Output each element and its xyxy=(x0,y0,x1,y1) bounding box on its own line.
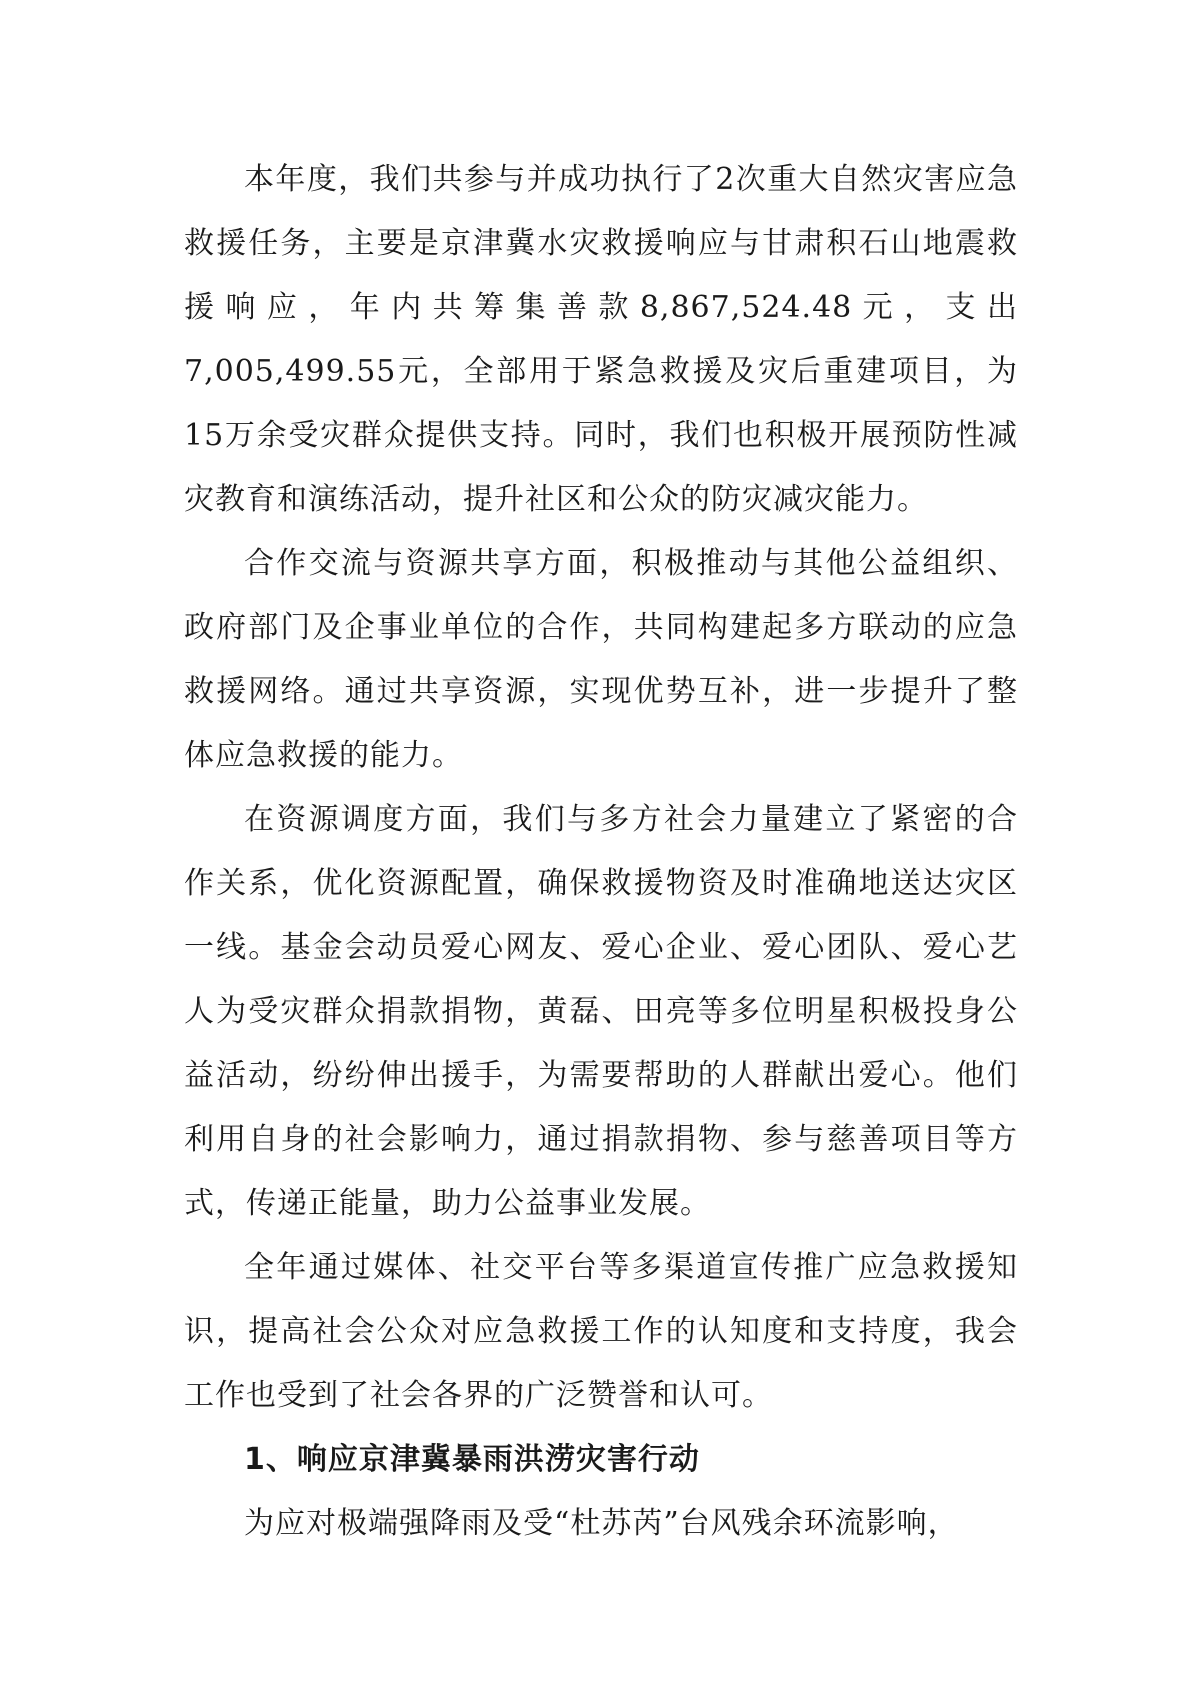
paragraph-flood-response: 为应对极端强降雨及受“杜苏芮”台风残余环流影响， xyxy=(244,1506,959,1541)
paragraph-cooperation: 合作交流与资源共享方面，积极推动与其他公益组织、政府部门及企事业单位的合作，共同构建起多方联动的应急救援网络。通过共享资源，实现优势互补，进一步提升了整体应急救援的能力。 xyxy=(184,546,1018,773)
paragraph-resource-dispatch: 在资源调度方面，我们与多方社会力量建立了紧密的合作关系，优化资源配置，确保救援物资及时准确地送达灾区一线。基金会动员爱心网友、爱心企业、爱心团队、爱心艺人为受灾群众捐款捐物，黄磊、田亮等多位明星积极投身公益活动，纷纷伸出援手，为需要帮助的人群献出爱心。他们利用自身的社会影响力，通过捐款捐物、参与慈善项目等方式，传递正能量，助力公益事业发展。 xyxy=(184,802,1018,1221)
section-heading: 1、响应京津冀暴雨洪涝灾害行动 xyxy=(244,1442,700,1477)
body-text xyxy=(184,148,1018,1556)
paragraph-annual-summary: 本年度，我们共参与并成功执行了2次重大自然灾害应急救援任务，主要是京津冀水灾救援响应与甘肃积石山地震救援响应，年内共筹集善款8,867,524.48元，支出7,005,499.55元，全部用于紧急救援及灾后重建项目，为15万余受灾群众提供支持。同时，我们也积极开展预防性减灾教育和演练活动，提升社区和公众的防灾减灾能力。 xyxy=(184,162,1018,517)
paragraph-publicity: 全年通过媒体、社交平台等多渠道宣传推广应急救援知识，提高社会公众对应急救援工作的认知度和支持度，我会工作也受到了社会各界的广泛赞誉和认可。 xyxy=(184,1250,1018,1413)
